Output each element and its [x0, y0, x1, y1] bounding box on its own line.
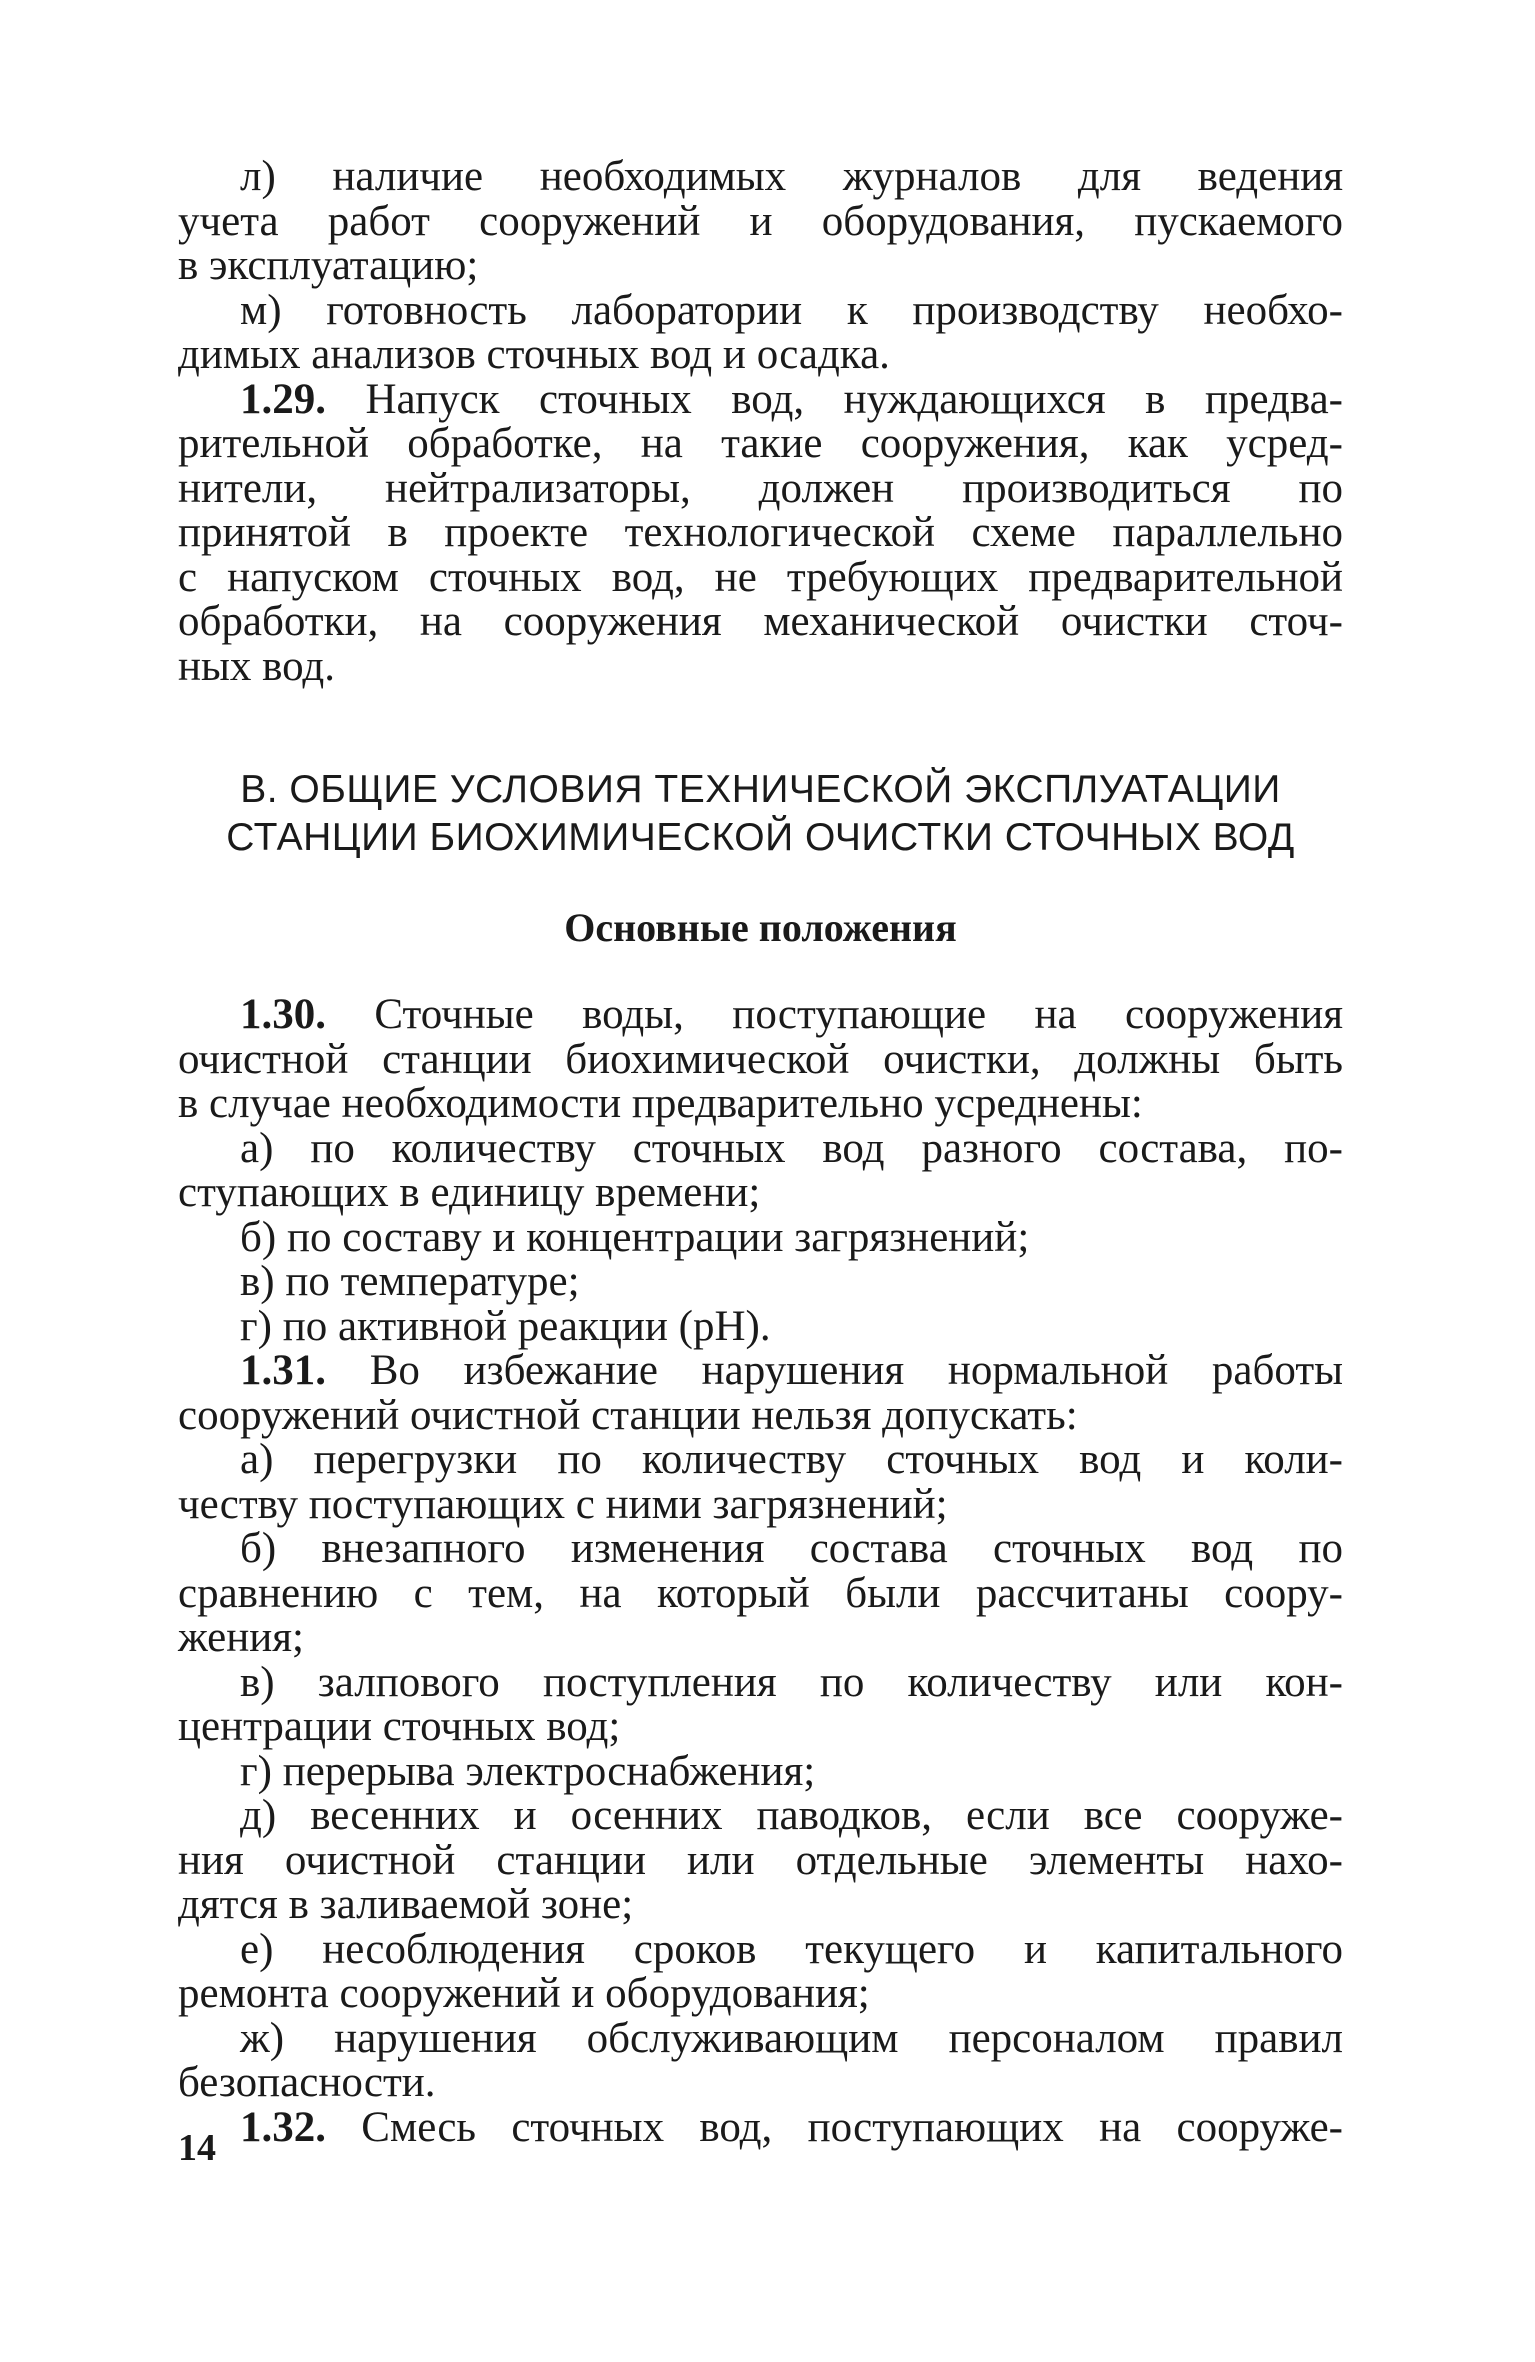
paragraph-text: Во избежание нарушения нормальной работы	[326, 1347, 1343, 1394]
item-1-30-a-line2: ступающих в единицу времени;	[178, 1169, 761, 1216]
item-1-31-d-line1: д) весенних и осенних паводков, если все сооруже-	[240, 1792, 1343, 1839]
item-1-31-v-line1: в) залпового поступления по количеству или кон-	[240, 1658, 1343, 1706]
item-1-31-g: г) перерыва электроснабжения;	[240, 1747, 816, 1795]
item-1-31-b-line1: б) внезапного изменения состава сточных вод по	[240, 1525, 1343, 1572]
section-title-line1: В. ОБЩИЕ УСЛОВИЯ ТЕХНИЧЕСКОЙ ЭКСПЛУАТАЦИИ	[240, 768, 1281, 811]
paragraph-1-29-line4: принятой в проекте технологической схеме параллельно	[178, 509, 1343, 556]
paragraph-1-32-line1	[178, 2103, 1343, 2151]
paragraph-number: 1.31.	[240, 1347, 326, 1394]
paragraph-1-29-line5: с напуском сточных вод, не требующих предварительной	[178, 553, 1343, 601]
item-1-31-zh-line2: безопасности.	[178, 2059, 436, 2106]
item-1-30-b: б) по составу и концентрации загрязнений;	[240, 1213, 1030, 1261]
item-1-31-d-line2: ния очистной станции или отдельные элементы нахо-	[178, 1836, 1343, 1884]
paragraph-1-30-line3: в случае необходимости предварительно усреднены:	[178, 1080, 1143, 1127]
item-1-31-e-line2: ремонта сооружений и оборудования;	[178, 1970, 870, 2017]
item-1-30-v: в) по температуре;	[240, 1258, 580, 1305]
paragraph-1-29-line1	[178, 375, 1343, 423]
item-1-31-zh-line1: ж) нарушения обслуживающим персоналом правил	[240, 2014, 1343, 2062]
paragraph-number: 1.29.	[240, 375, 326, 423]
paragraph-1-31-line1	[178, 1349, 1343, 1394]
paragraph-1-31-line2: сооружений очистной станции нельзя допускать:	[178, 1391, 1078, 1439]
section-title-line2: СТАНЦИИ БИОХИМИЧЕСКОЙ ОЧИСТКИ СТОЧНЫХ ВОД	[226, 816, 1295, 859]
item-1-30-g: г) по активной реакции (pH).	[240, 1302, 771, 1350]
paragraph-text: Сточные воды, поступающие на сооружения	[326, 991, 1343, 1038]
item-l-line2: учета работ сооружений и оборудования, пускаемого	[178, 197, 1343, 245]
item-m-line2: димых анализов сточных вод и осадка.	[178, 331, 890, 378]
item-1-31-v-line2: центрации сточных вод;	[178, 1703, 621, 1750]
item-1-31-b-line3: жения;	[178, 1614, 304, 1661]
paragraph-number: 1.32.	[240, 2103, 326, 2151]
item-1-31-e-line1: е) несоблюдения сроков текущего и капитального	[240, 1925, 1343, 1973]
paragraph-1-30-line1	[178, 993, 1343, 1038]
item-1-31-a-line1: а) перегрузки по количеству сточных вод и коли-	[240, 1436, 1343, 1483]
item-m-line1: м) готовность лаборатории к производству необхо-	[240, 286, 1343, 334]
paragraph-1-29-line2: рительной обработке, на такие сооружения, как усред-	[178, 420, 1343, 467]
paragraph-1-29-line3: нители, нейтрализаторы, должен производиться по	[178, 464, 1343, 512]
item-l-line1: л) наличие необходимых журналов для ведения	[240, 153, 1343, 200]
paragraph-number: 1.30.	[240, 991, 326, 1038]
page-number: 14	[178, 2127, 216, 2169]
item-1-31-b-line2: сравнению с тем, на который были рассчитаны соору-	[178, 1569, 1343, 1617]
item-1-31-d-line3: дятся в заливаемой зоне;	[178, 1881, 634, 1928]
paragraph-text: Напуск сточных вод, нуждающихся в предва-	[326, 375, 1343, 423]
paragraph-1-29-line7: ных вод.	[178, 642, 336, 690]
item-l-line3: в эксплуатацию;	[178, 242, 479, 289]
paragraph-1-29-line6: обработки, на сооружения механической очистки сточ-	[178, 598, 1343, 645]
item-1-30-a-line1: а) по количеству сточных вод разного состава, по-	[240, 1124, 1343, 1172]
paragraph-text: Смесь сточных вод, поступающих на сооруже-	[326, 2103, 1343, 2151]
page-body	[178, 155, 1343, 2150]
paragraph-1-30-line2: очистной станции биохимической очистки, должны быть	[178, 1035, 1343, 1083]
item-1-31-a-line2: честву поступающих с ними загрязнений;	[178, 1480, 948, 1528]
subheading: Основные положения	[564, 905, 957, 950]
